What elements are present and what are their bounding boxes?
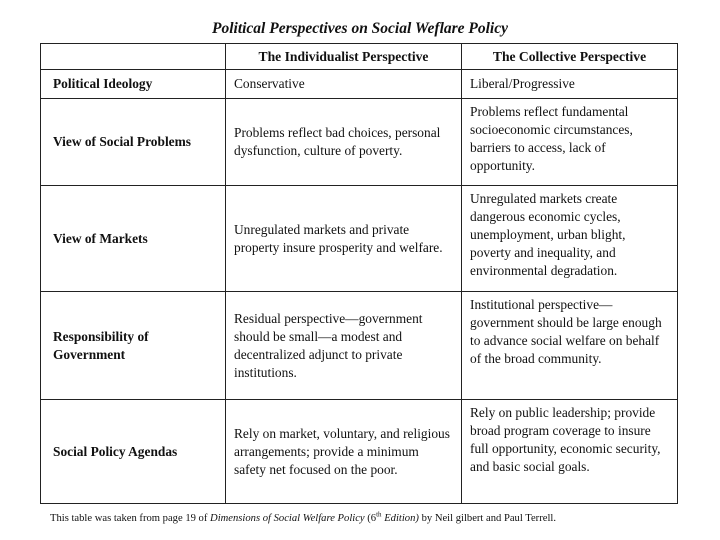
table-row: [41, 400, 678, 504]
individualist-cell: Residual perspective—government should be small—a modest and decentralized adjunct to private institutions.: [226, 292, 462, 400]
collective-cell: Unregulated markets create dangerous economic cycles, unemployment, urban blight, poverty and inequality, and environmental degradation.: [462, 186, 678, 292]
row-label: Social Policy Agendas: [41, 400, 226, 504]
footnote-edition-open: (6: [364, 513, 377, 524]
footnote-edition-close: Edition): [381, 513, 419, 524]
collective-cell: Problems reflect fundamental socioeconomic circumstances, barriers to access, lack of opportunity.: [462, 99, 678, 186]
source-footnote: [50, 510, 556, 524]
perspectives-table: [40, 43, 678, 504]
table-row: [41, 99, 678, 186]
individualist-cell: Conservative: [226, 70, 462, 99]
header-individualist: The Individualist Perspective: [226, 44, 462, 70]
header-collective: The Collective Perspective: [462, 44, 678, 70]
table-row: [41, 186, 678, 292]
individualist-cell: Problems reflect bad choices, personal dysfunction, culture of poverty.: [226, 99, 462, 186]
header-corner: [41, 44, 226, 70]
individualist-cell: Rely on market, voluntary, and religious arrangements; provide a minimum safety net focused on the poor.: [226, 400, 462, 504]
table-row: [41, 70, 678, 99]
footnote-book-title: Dimensions of Social Welfare Policy: [210, 513, 365, 524]
footnote-suffix: by Neil gilbert and Paul Terrell.: [418, 513, 556, 524]
row-label: Political Ideology: [41, 70, 226, 99]
individualist-cell: Unregulated markets and private property insure prosperity and welfare.: [226, 186, 462, 292]
header-row: [41, 44, 678, 70]
collective-cell: Liberal/Progressive: [462, 70, 678, 99]
footnote-edition-sup: th: [376, 510, 382, 519]
footnote-prefix: This table was taken from page 19 of: [50, 513, 211, 524]
row-label: View of Social Problems: [41, 99, 226, 186]
row-label: View of Markets: [41, 186, 226, 292]
collective-cell: Institutional perspective—government should be large enough to advance social welfare on behalf of the broad community.: [462, 292, 678, 400]
table-title: Political Perspectives on Social Weflare Policy: [211, 20, 508, 37]
row-label: Responsibility of Government: [41, 292, 226, 400]
collective-cell: Rely on public leadership; provide broad program coverage to insure full opportunity, economic security, and basic social goals.: [462, 400, 678, 504]
table-row: [41, 292, 678, 400]
